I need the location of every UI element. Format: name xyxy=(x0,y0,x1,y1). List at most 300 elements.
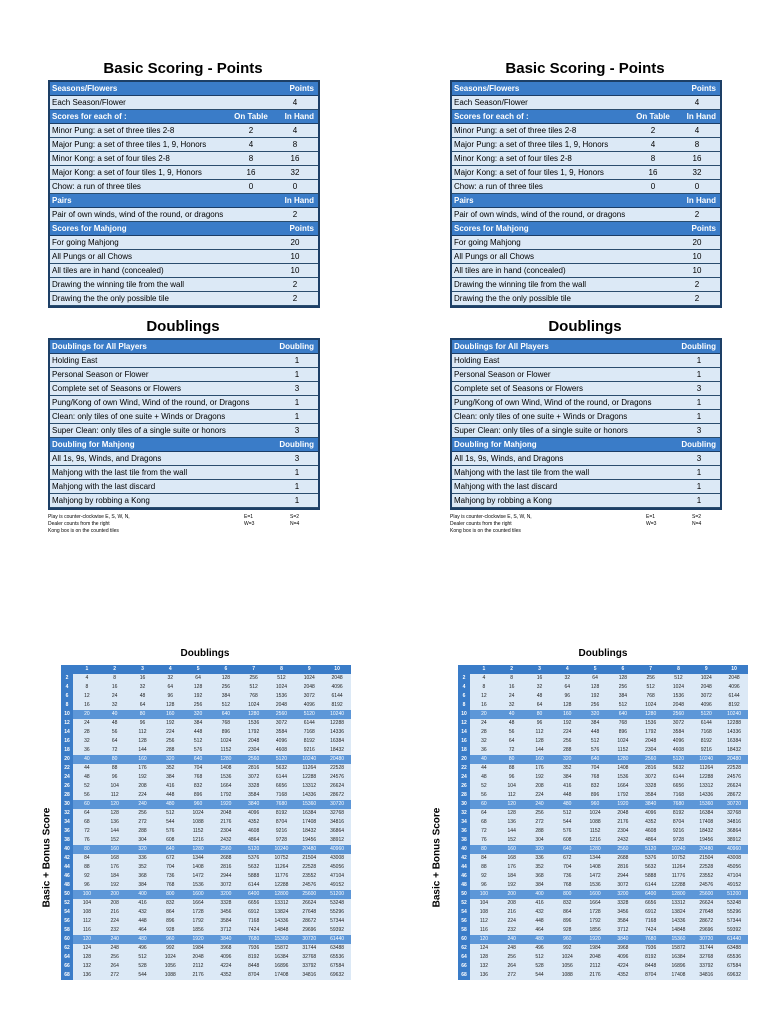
multiplier-cell: 2560 xyxy=(665,710,693,719)
multiplier-row xyxy=(61,692,351,701)
multiplier-row xyxy=(458,836,748,845)
multiplier-cell: 1408 xyxy=(184,863,212,872)
doublings-row xyxy=(452,480,720,494)
multiplier-cell: 2304 xyxy=(240,746,268,755)
multiplier-cell: 2112 xyxy=(184,962,212,971)
doublings-value: 3 xyxy=(276,424,318,438)
multiplier-cell: 1152 xyxy=(581,827,609,836)
multiplier-cell: 1536 xyxy=(184,881,212,890)
multiplier-cell: 240 xyxy=(498,935,526,944)
multiplier-cell: 22528 xyxy=(692,863,720,872)
multiplier-cell: 8 xyxy=(101,674,129,683)
multiplier-row-header: 48 xyxy=(61,881,73,890)
multiplier-row-header: 10 xyxy=(458,710,470,719)
scoring-label: Pairs xyxy=(50,194,230,208)
multiplier-row xyxy=(458,953,748,962)
multiplier-cell: 7424 xyxy=(240,926,268,935)
multiplier-row xyxy=(61,908,351,917)
multiplier-cell: 480 xyxy=(526,935,554,944)
multiplier-cell: 65536 xyxy=(323,953,351,962)
multiplier-cell: 1280 xyxy=(637,710,665,719)
scoring-on-table: 2 xyxy=(632,124,674,138)
scoring-in-hand: 0 xyxy=(272,180,318,194)
multiplier-cell: 32768 xyxy=(295,953,323,962)
multiplier-cell: 100 xyxy=(73,890,101,899)
multiplier-cell: 1792 xyxy=(240,728,268,737)
multiplier-cell: 3584 xyxy=(212,917,240,926)
doublings-value: 1 xyxy=(678,368,720,382)
multiplier-row xyxy=(458,854,748,863)
multiplier-cell: 7168 xyxy=(692,728,720,737)
multiplier-cell: 24576 xyxy=(720,773,748,782)
multiplier-cell: 8192 xyxy=(268,809,296,818)
multiplier-cell: 1856 xyxy=(581,926,609,935)
multiplier-cell: 11264 xyxy=(268,863,296,872)
multiplier-cell: 55296 xyxy=(323,908,351,917)
multiplier-cell: 416 xyxy=(129,899,157,908)
multiplier-cell: 3968 xyxy=(212,944,240,953)
multiplier-cell: 132 xyxy=(470,962,498,971)
multiplier-row-header: 38 xyxy=(458,836,470,845)
doublings-label: Doubling for Mahjong xyxy=(452,438,678,452)
scoring-row xyxy=(50,96,318,110)
multiplier-cell: 176 xyxy=(101,863,129,872)
multiplier-cell: 8192 xyxy=(665,809,693,818)
doublings-row xyxy=(452,396,720,410)
multiplier-cell: 1024 xyxy=(692,674,720,683)
notes xyxy=(48,514,316,535)
multiplier-cell: 352 xyxy=(526,863,554,872)
multiplier-cell: 112 xyxy=(101,791,129,800)
multiplier-cell: 216 xyxy=(101,908,129,917)
multiplier-row-header: 30 xyxy=(458,800,470,809)
scoring-on-table: 8 xyxy=(632,152,674,166)
multiplier-cell: 4352 xyxy=(609,971,637,980)
scoring-row xyxy=(50,278,318,292)
multiplier-row-header: 36 xyxy=(61,827,73,836)
multiplier-cell: 184 xyxy=(498,872,526,881)
multiplier-cell: 8704 xyxy=(665,818,693,827)
multiplier-cell: 2560 xyxy=(240,755,268,764)
multiplier-row xyxy=(61,836,351,845)
scoring-row xyxy=(452,278,720,292)
multiplier-cell: 8192 xyxy=(692,737,720,746)
multiplier-cell: 30720 xyxy=(692,935,720,944)
multiplier-cell: 12288 xyxy=(665,881,693,890)
multiplier-cell: 1600 xyxy=(184,890,212,899)
multiplier-cell: 40960 xyxy=(323,845,351,854)
multiplier-column-header: 3 xyxy=(526,665,554,674)
multiplier-cell: 32 xyxy=(73,737,101,746)
multiplier-cell: 64 xyxy=(526,701,554,710)
scoring-row xyxy=(50,138,318,152)
multiplier-cell: 48 xyxy=(129,692,157,701)
multiplier-cell: 256 xyxy=(553,737,581,746)
multiplier-cell: 11264 xyxy=(295,764,323,773)
multiplier-cell: 6912 xyxy=(240,908,268,917)
multiplier-cell: 1536 xyxy=(268,692,296,701)
scoring-row xyxy=(50,152,318,166)
doublings-row xyxy=(50,396,318,410)
multiplier-row xyxy=(61,737,351,746)
multiplier-cell: 23552 xyxy=(692,872,720,881)
multiplier-cell: 432 xyxy=(526,908,554,917)
multiplier-row-header: 20 xyxy=(61,755,73,764)
multiplier-cell: 768 xyxy=(637,692,665,701)
multiplier-cell: 5376 xyxy=(240,854,268,863)
multiplier-cell: 3200 xyxy=(212,890,240,899)
multiplier-cell: 12 xyxy=(73,692,101,701)
scoring-on-table xyxy=(632,264,674,278)
multiplier-cell: 14848 xyxy=(665,926,693,935)
multiplier-cell: 64 xyxy=(101,737,129,746)
multiplier-cell: 4352 xyxy=(212,971,240,980)
multiplier-cell: 16384 xyxy=(692,809,720,818)
multiplier-cell: 10240 xyxy=(295,755,323,764)
multiplier-row-header: 14 xyxy=(61,728,73,737)
multiplier-cell: 1600 xyxy=(581,890,609,899)
multiplier-cell: 28 xyxy=(470,728,498,737)
multiplier-cell: 26624 xyxy=(692,899,720,908)
multiplier-cell: 608 xyxy=(156,836,184,845)
multiplier-cell: 15360 xyxy=(692,800,720,809)
multiplier-row-header: 44 xyxy=(61,863,73,872)
doublings-value: 1 xyxy=(276,480,318,494)
doublings-row xyxy=(50,494,318,508)
multiplier-cell: 2432 xyxy=(212,836,240,845)
multiplier-cell: 448 xyxy=(184,728,212,737)
multiplier-cell: 1920 xyxy=(609,800,637,809)
multiplier-cell: 29696 xyxy=(692,926,720,935)
note-text: Dealer counts from the right xyxy=(48,521,110,527)
multiplier-cell: 320 xyxy=(581,710,609,719)
multiplier-cell: 32 xyxy=(101,701,129,710)
multiplier-cell: 16384 xyxy=(295,809,323,818)
multiplier-cell: 448 xyxy=(526,917,554,926)
multiplier-cell: 136 xyxy=(498,818,526,827)
multiplier-cell: 96 xyxy=(73,881,101,890)
doublings-row xyxy=(452,466,720,480)
multiplier-cell: 8192 xyxy=(720,701,748,710)
doublings-label: Super Clean: only tiles of a single suite or honors xyxy=(452,424,678,438)
multiplier-cell: 64 xyxy=(581,674,609,683)
multiplier-cell: 4608 xyxy=(268,746,296,755)
multiplier-cell: 432 xyxy=(129,908,157,917)
multiplier-cell: 704 xyxy=(184,764,212,773)
multiplier-cell: 3328 xyxy=(609,899,637,908)
multiplier-cell: 56 xyxy=(498,728,526,737)
multiplier-cell: 48 xyxy=(101,719,129,728)
multiplier-cell: 80 xyxy=(73,845,101,854)
multiplier-cell: 15360 xyxy=(268,935,296,944)
doublings-row xyxy=(50,382,318,396)
scoring-title: Basic Scoring - Points xyxy=(505,60,665,77)
scoring-label: Drawing the winning tile from the wall xyxy=(452,278,632,292)
multiplier-cell: 16 xyxy=(129,674,157,683)
multiplier-cell: 7936 xyxy=(637,944,665,953)
multiplier-cell: 30720 xyxy=(720,800,748,809)
scoring-label: Pairs xyxy=(452,194,632,208)
multiplier-cell: 30720 xyxy=(323,800,351,809)
scoring-row xyxy=(452,166,720,180)
multiplier-cell: 8704 xyxy=(268,818,296,827)
multiplier-cell: 2560 xyxy=(212,845,240,854)
multiplier-cell: 88 xyxy=(73,863,101,872)
multiplier-row-header: 60 xyxy=(61,935,73,944)
multiplier-cell: 43008 xyxy=(323,854,351,863)
multiplier-cell: 208 xyxy=(129,782,157,791)
multiplier-column-header: 10 xyxy=(720,665,748,674)
multiplier-cell: 69632 xyxy=(720,971,748,980)
multiplier-cell: 528 xyxy=(526,962,554,971)
multiplier-cell: 96 xyxy=(470,881,498,890)
scoring-on-table xyxy=(230,194,272,208)
multiplier-cell: 1472 xyxy=(581,872,609,881)
multiplier-cell: 2176 xyxy=(212,818,240,827)
multiplier-row xyxy=(61,746,351,755)
scoring-in-hand: 4 xyxy=(272,96,318,110)
doublings-value: 1 xyxy=(678,396,720,410)
multiplier-cell: 896 xyxy=(553,917,581,926)
scoring-in-hand: 20 xyxy=(272,236,318,250)
scoring-on-table xyxy=(632,96,674,110)
multiplier-row xyxy=(458,800,748,809)
scoring-row xyxy=(452,292,720,306)
multiplier-row-header: 8 xyxy=(61,701,73,710)
multiplier-column-header: 6 xyxy=(212,665,240,674)
multiplier-cell: 736 xyxy=(156,872,184,881)
multiplier-cell: 36864 xyxy=(720,827,748,836)
multiplier-cell: 60 xyxy=(73,800,101,809)
multiplier-cell: 24 xyxy=(73,719,101,728)
scoring-row xyxy=(452,236,720,250)
multiplier-row xyxy=(458,944,748,953)
multiplier-row-header: 28 xyxy=(61,791,73,800)
multiplier-cell: 1088 xyxy=(156,971,184,980)
multiplier-cell: 192 xyxy=(184,692,212,701)
scoring-on-table xyxy=(632,82,674,96)
scoring-on-table xyxy=(230,96,272,110)
scoring-row xyxy=(50,236,318,250)
multiplier-cell: 320 xyxy=(184,710,212,719)
multiplier-cell: 2432 xyxy=(609,836,637,845)
multiplier-row xyxy=(61,926,351,935)
multiplier-cell: 2688 xyxy=(212,854,240,863)
multiplier-cell: 640 xyxy=(609,710,637,719)
doublings-label: Mahjong with the last tile from the wall xyxy=(452,466,678,480)
scoring-label: Minor Kong: a set of four tiles 2-8 xyxy=(50,152,230,166)
scoring-on-table xyxy=(230,250,272,264)
doublings-label: Holding East xyxy=(452,354,678,368)
multiplier-cell: 13312 xyxy=(295,782,323,791)
multiplier-cell: 8192 xyxy=(295,737,323,746)
multiplier-column-header: 5 xyxy=(184,665,212,674)
scoring-section-header xyxy=(452,222,720,236)
doublings-title: Doublings xyxy=(146,318,220,335)
multiplier-cell: 72 xyxy=(470,827,498,836)
multiplier-cell: 28 xyxy=(73,728,101,737)
multiplier-row xyxy=(61,782,351,791)
multiplier-row xyxy=(458,719,748,728)
multiplier-cell: 1024 xyxy=(581,809,609,818)
note-text: Dealer counts from the right xyxy=(450,521,512,527)
note-line xyxy=(48,521,316,528)
multiplier-cell: 1984 xyxy=(184,944,212,953)
multiplier-row xyxy=(61,809,351,818)
multiplier-cell: 16 xyxy=(498,683,526,692)
multiplier-cell: 256 xyxy=(184,701,212,710)
multiplier-row-header: 24 xyxy=(458,773,470,782)
scoring-row xyxy=(50,250,318,264)
doublings-value: Doubling xyxy=(678,438,720,452)
multiplier-cell: 960 xyxy=(184,800,212,809)
multiplier-column-header: 9 xyxy=(692,665,720,674)
multiplier-cell: 33792 xyxy=(692,962,720,971)
multiplier-cell: 704 xyxy=(581,764,609,773)
right-card xyxy=(402,0,768,1024)
multiplier-cell: 160 xyxy=(498,845,526,854)
multiplier-cell: 24 xyxy=(101,692,129,701)
scoring-label: Drawing the the only possible tile xyxy=(452,292,632,306)
multiplier-cell: 768 xyxy=(581,773,609,782)
multiplier-cell: 36864 xyxy=(323,827,351,836)
multiplier-column-header: 8 xyxy=(268,665,296,674)
multiplier-cell: 160 xyxy=(156,710,184,719)
multiplier-cell: 1536 xyxy=(665,692,693,701)
multiplier-row xyxy=(458,890,748,899)
multiplier-cell: 4096 xyxy=(637,809,665,818)
multiplier-cell: 448 xyxy=(581,728,609,737)
multiplier-cell: 2048 xyxy=(184,953,212,962)
multiplier-cell: 2048 xyxy=(295,683,323,692)
multiplier-cell: 128 xyxy=(498,809,526,818)
multiplier-cell: 3840 xyxy=(212,935,240,944)
multiplier-cell: 928 xyxy=(553,926,581,935)
multiplier-cell: 56 xyxy=(73,791,101,800)
multiplier-cell: 448 xyxy=(156,791,184,800)
multiplier-column-header: 2 xyxy=(498,665,526,674)
multiplier-cell: 448 xyxy=(553,791,581,800)
multiplier-cell: 128 xyxy=(526,737,554,746)
multiplier-cell: 32 xyxy=(129,683,157,692)
note-line xyxy=(450,514,718,521)
scoring-row xyxy=(50,264,318,278)
scoring-in-hand: 4 xyxy=(674,96,720,110)
multiplier-row-header: 46 xyxy=(61,872,73,881)
multiplier-cell: 4608 xyxy=(637,827,665,836)
multiplier-cell: 45056 xyxy=(323,863,351,872)
multiplier-cell: 4096 xyxy=(212,953,240,962)
doublings-row xyxy=(452,368,720,382)
multiplier-cell: 8 xyxy=(73,683,101,692)
multiplier-cell: 64 xyxy=(553,683,581,692)
multiplier-cell: 80 xyxy=(526,710,554,719)
multiplier-cell: 512 xyxy=(268,674,296,683)
scoring-in-hand: In Hand xyxy=(272,110,318,124)
doublings-section-header xyxy=(452,340,720,354)
multiplier-row-header: 18 xyxy=(61,746,73,755)
multiplier-cell: 28672 xyxy=(692,917,720,926)
multiplier-cell: 23552 xyxy=(295,872,323,881)
multiplier-cell: 20 xyxy=(73,710,101,719)
multiplier-cell: 26624 xyxy=(295,899,323,908)
doublings-label: Mahjong by robbing a Kong xyxy=(452,494,678,508)
multiplier-cell: 512 xyxy=(212,701,240,710)
multiplier-cell: 1216 xyxy=(184,836,212,845)
scoring-in-hand: 8 xyxy=(272,138,318,152)
scoring-on-table: 16 xyxy=(230,166,272,180)
multiplier-cell: 8704 xyxy=(637,971,665,980)
multiplier-cell: 16 xyxy=(470,701,498,710)
multiplier-title: Doublings xyxy=(180,648,230,659)
multiplier-cell: 7168 xyxy=(637,917,665,926)
multiplier-cell: 192 xyxy=(156,719,184,728)
multiplier-row xyxy=(61,881,351,890)
multiplier-cell: 144 xyxy=(129,746,157,755)
multiplier-cell: 400 xyxy=(129,890,157,899)
multiplier-row xyxy=(61,872,351,881)
multiplier-cell: 232 xyxy=(498,926,526,935)
multiplier-cell: 512 xyxy=(129,953,157,962)
doublings-label: Pung/Kong of own Wind, Wind of the round, or Dragons xyxy=(50,396,276,410)
multiplier-cell: 992 xyxy=(156,944,184,953)
multiplier-row xyxy=(61,800,351,809)
multiplier-row xyxy=(61,674,351,683)
scoring-in-hand: 2 xyxy=(272,292,318,306)
scoring-label: Major Pung: a set of three tiles 1, 9, Honors xyxy=(50,138,230,152)
note-text: Kong box is on the counted tiles xyxy=(48,528,119,534)
multiplier-cell: 44 xyxy=(470,764,498,773)
multiplier-cell: 3200 xyxy=(609,890,637,899)
multiplier-cell: 12288 xyxy=(268,881,296,890)
scoring-label: All tiles are in hand (concealed) xyxy=(50,264,230,278)
multiplier-cell: 132 xyxy=(73,962,101,971)
multiplier-cell: 248 xyxy=(101,944,129,953)
multiplier-row xyxy=(458,863,748,872)
doublings-label: Pung/Kong of own Wind, Wind of the round, or Dragons xyxy=(452,396,678,410)
multiplier-column-header: 2 xyxy=(101,665,129,674)
multiplier-cell: 160 xyxy=(101,845,129,854)
multiplier-cell: 512 xyxy=(156,809,184,818)
scoring-row xyxy=(452,152,720,166)
multiplier-cell: 4096 xyxy=(295,701,323,710)
multiplier-cell: 96 xyxy=(101,773,129,782)
scoring-label: For going Mahjong xyxy=(452,236,632,250)
multiplier-cell: 1536 xyxy=(581,881,609,890)
note-line xyxy=(450,528,718,535)
multiplier-row xyxy=(458,917,748,926)
multiplier-cell: 896 xyxy=(156,917,184,926)
multiplier-row xyxy=(458,872,748,881)
multiplier-cell: 2944 xyxy=(212,872,240,881)
multiplier-cell: 480 xyxy=(129,935,157,944)
multiplier-row-header: 56 xyxy=(458,917,470,926)
multiplier-cell: 10752 xyxy=(665,854,693,863)
multiplier-row-header: 32 xyxy=(61,809,73,818)
multiplier-cell: 544 xyxy=(526,971,554,980)
multiplier-cell: 1664 xyxy=(609,782,637,791)
scoring-label: Scores for Mahjong xyxy=(452,222,632,236)
scoring-section-header xyxy=(50,110,318,124)
multiplier-cell: 96 xyxy=(553,692,581,701)
multiplier-cell: 352 xyxy=(553,764,581,773)
scoring-label: All Pungs or all Chows xyxy=(50,250,230,264)
multiplier-cell: 18432 xyxy=(692,827,720,836)
multiplier-cell: 16384 xyxy=(323,737,351,746)
multiplier-cell: 80 xyxy=(129,710,157,719)
multiplier-cell: 24576 xyxy=(295,881,323,890)
doublings-value: 1 xyxy=(276,396,318,410)
